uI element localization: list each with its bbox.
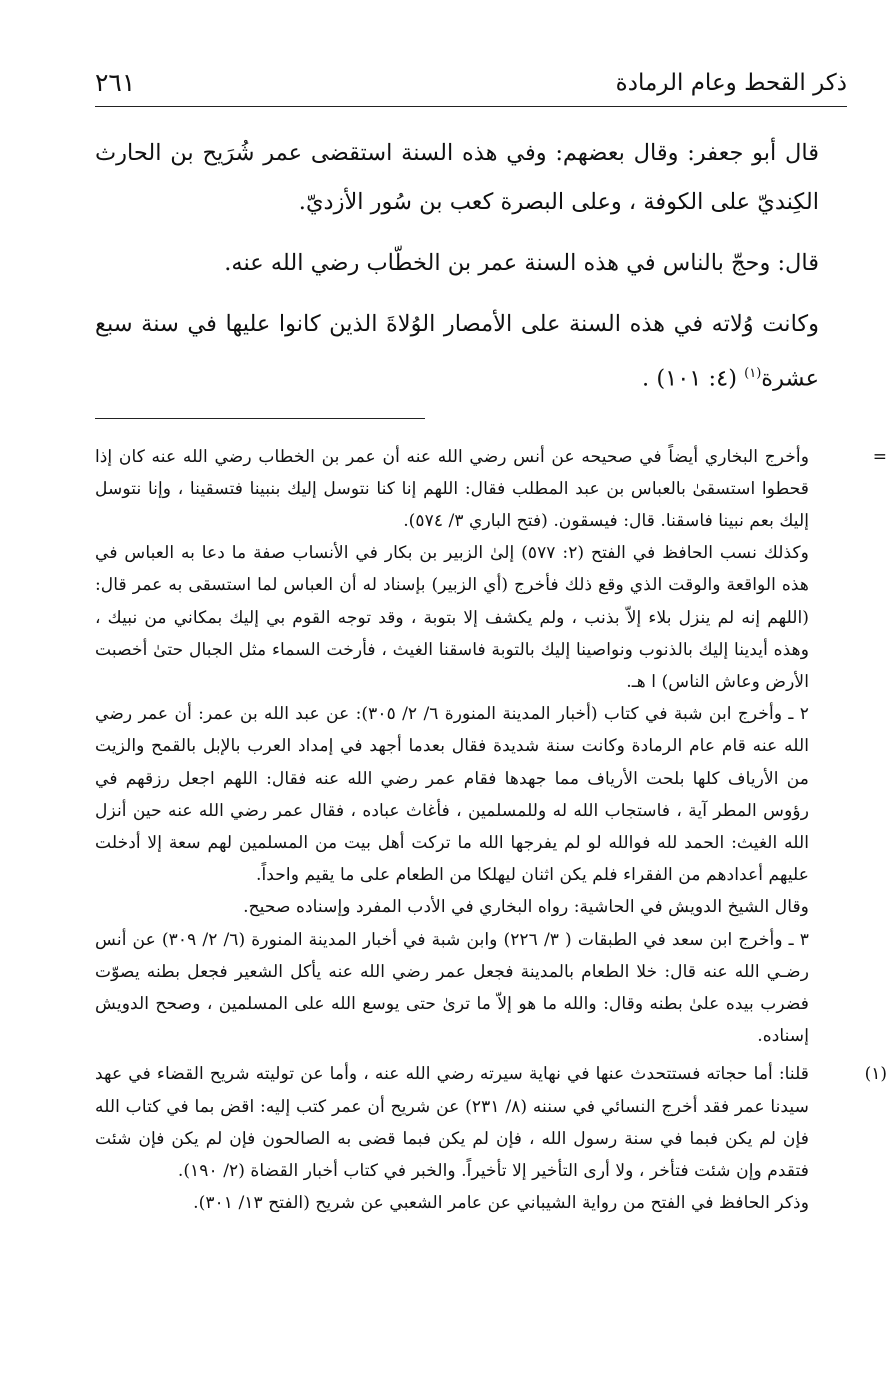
footnotes bbox=[95, 441, 887, 1220]
running-title: ذكر القحط وعام الرمادة bbox=[615, 70, 847, 96]
main-paragraph bbox=[95, 300, 819, 404]
main-paragraph: قال أبو جعفر: وقال بعضهم: وفي هذه السنة استقضى عمر شُرَيح بن الحارث الكِنديّ على الكوفة ، وعلى البصرة كعب بن سُور الأزديّ. bbox=[95, 140, 819, 215]
footnote-paragraph: ٢ ـ وأخرج ابن شبة في كتاب (أخبار المدينة المنورة ٦/ ٢/ ٣٠٥): عن عبد الله بن عمر: أن عمر رضي الله عنه قام عام الرمادة وكانت سنة شديدة فقال بعدما أجهد في إمداد العرب بالإبل بالقمح والزيت من الأرياف كلها بلحت الأرياف مما جهدها فقام عمر رضي الله عنه فقال: اللهم اجعل رزقهم في رؤوس المطر آية ، فاستجاب الله له وللمسلمين ، فأغاث عباده ، فقال عمر رضي الله عنه حين أنزل الله الغيث: الحمد لله فوالله لو لم يفرجها الله ما تركت أهل بيت من المسلمين لهم سعة إلا أدخلت عليهم أعدادهم من الفقراء فلم يكن اثنان ليهلكا من الطعام على ما يقيم واحداً. bbox=[95, 704, 809, 886]
main-paragraph-text: وكانت وُلاته في هذه السنة على الأمصار الوُلاةَ الذين كانوا عليها في سنة سبع عشرة bbox=[95, 311, 819, 392]
footnote-paragraph: ٣ ـ وأخرج ابن سعد في الطبقات ( ٣/ ٢٢٦) وابن شبة في أخبار المدينة المنورة (٦/ ٢/ ٣٠٩) عن أنس رضـي الله عنه قال: خلا الطعام بالمدينة فجعل عمر رضي الله عنه يأكل الشعير فجعل بطنه يصوّت فضرب بيده علىٰ بطنه وقال: والله ما هو إلاّ ما ترىٰ حتى يوسع الله على المسلمين ، وصحح الدويش إسناده. bbox=[95, 929, 809, 1047]
page-number: ٢٦١ bbox=[95, 68, 136, 97]
running-header bbox=[95, 62, 847, 107]
continuation-mark: = bbox=[872, 446, 887, 467]
footnote-reference: (١) bbox=[744, 366, 762, 381]
footnote-paragraph: وأخرج البخاري أيضاً في صحيحه عن أنس رضي الله عنه أن عمر بن الخطاب رضي الله عنه كان إذا قحطوا استسقىٰ بالعباس بن عبد المطلب فقال: اللهم إنا كنا نتوسل إليك بنبينا فتسقينا ، وإنا نتوسل إليك بعم نبينا فاسقنا. قال: فيسقون. (فتح الباري ٣/ ٥٧٤). bbox=[95, 446, 809, 531]
footnote-1 bbox=[95, 1058, 887, 1219]
footnote-continued bbox=[95, 441, 887, 1053]
main-paragraph-citation: (٤: ١٠١) . bbox=[642, 365, 737, 392]
main-text bbox=[95, 129, 847, 404]
footnote-number: (١) bbox=[864, 1064, 887, 1085]
book-page bbox=[95, 62, 887, 1219]
footnote-paragraph: وقال الشيخ الدويش في الحاشية: رواه البخاري في الأدب المفرد وإسناده صحيح. bbox=[243, 897, 809, 918]
footnote-paragraph: وكذلك نسب الحافظ في الفتح (٢: ٥٧٧) إلىٰ الزبير بن بكار في الأنساب صفة ما دعا به العباس في هذه الواقعة والوقت الذي وقع ذلك فأخرج (أي الزبير) بإسناد له أن العباس لما استسقى به عمر قال: (اللهم إنه لم ينزل بلاء إلاّ بذنب ، ولم يكشف إلا بتوبة ، وقد توجه القوم بي إليك بمكاني من نبيك ، وهذه أيدينا إليك بالذنوب ونواصينا إليك بالتوبة فاسقنا الغيث ، فأرخت السماء مثل الجبال حتىٰ أخصبت الأرض وعاش الناس) ا هـ. bbox=[95, 543, 809, 692]
main-paragraph: قال: وحجّ بالناس في هذه السنة عمر بن الخطّاب رضي الله عنه. bbox=[224, 250, 819, 276]
footnote-paragraph: وذكر الحافظ في الفتح من رواية الشيباني عن عامر الشعبي عن شريح (الفتح ١٣/ ٣٠١). bbox=[193, 1193, 809, 1214]
footnote-separator bbox=[95, 418, 425, 419]
footnote-paragraph: قلنا: أما حجاته فستتحدث عنها في نهاية سيرته رضي الله عنه ، وأما عن توليته شريح القضاء في عهد سيدنا عمر فقد أخرج النسائي في سننه (٨/ ٢٣١) عن شريح أن عمر كتب إليه: اقض بما في كتاب الله فإن لم يكن فبما في سنة رسول الله ، فإن لم يكن فبما قضى به الصالحون فإن لم يكن فإن شئت فتقدم وإن شئت فتأخر ، ولا أرى التأخير إلا تأخيراً. والخبر في كتاب أخبار القضاة (٢/ ١٩٠). bbox=[95, 1064, 809, 1181]
